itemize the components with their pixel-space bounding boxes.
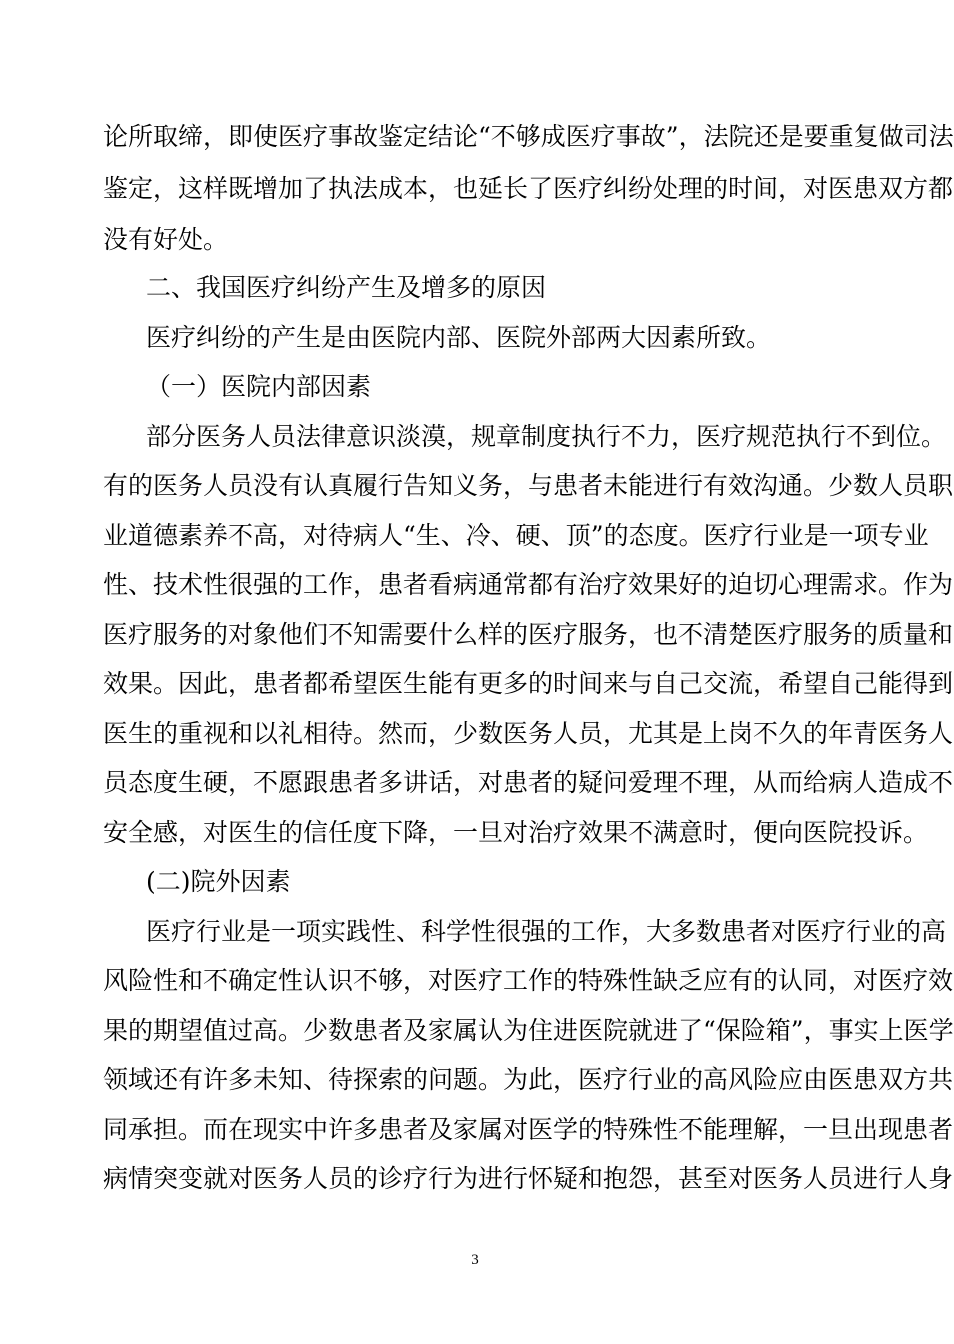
text-line-3: 没有好处。 [103,225,229,254]
section-heading-2: 二、我国医疗纠纷产生及增多的原因 [146,273,547,302]
text-line-14: 员态度生硬，不愿跟患者多讲话，对患者的疑问爱理不理，从而给病人造成不 [103,768,954,797]
text-line-20: 领域还有许多未知、待探索的问题。为此，医疗行业的高风险应由医患双方共 [103,1065,954,1094]
text-line-15: 安全感，对医生的信任度下降，一旦对治疗效果不满意时，便向医院投诉。 [103,818,929,847]
text-line-12: 效果。因此，患者都希望医生能有更多的时间来与自己交流，希望自己能得到 [103,669,954,698]
text-line-10: 性、技术性很强的工作，患者看病通常都有治疗效果好的迫切心理需求。作为 [103,570,954,599]
text-line-9: 业道德素养不高，对待病人“生、冷、硬、顶”的态度。医疗行业是一项专业 [103,521,929,550]
text-line-5: 医疗纠纷的产生是由医院内部、医院外部两大因素所致。 [146,323,772,352]
text-line-8: 有的医务人员没有认真履行告知义务，与患者未能进行有效沟通。少数人员职 [103,471,954,500]
text-line-17: 医疗行业是一项实践性、科学性很强的工作，大多数患者对医疗行业的高 [146,917,947,946]
text-line-22: 病情突变就对医务人员的诊疗行为进行怀疑和抱怨，甚至对医务人员进行人身 [103,1164,954,1193]
subsection-heading-2: (二)院外因素 [146,867,291,896]
text-line-7: 部分医务人员法律意识淡漠，规章制度执行不力，医疗规范执行不到位。 [146,422,947,451]
text-line-1: 论所取缔，即使医疗事故鉴定结论“不够成医疗事故”，法院还是要重复做司法 [103,122,954,151]
text-line-11: 医疗服务的对象他们不知需要什么样的医疗服务，也不清楚医疗服务的质量和 [103,620,954,649]
page-number: 3 [471,1252,479,1268]
text-line-19: 果的期望值过高。少数患者及家属认为住进医院就进了“保险箱”，事实上医学 [103,1016,954,1045]
text-line-13: 医生的重视和以礼相待。然而，少数医务人员，尤其是上岗不久的年青医务人 [103,719,954,748]
text-line-2: 鉴定，这样既增加了执法成本，也延长了医疗纠纷处理的时间，对医患双方都 [103,174,954,203]
text-line-21: 同承担。而在现实中许多患者及家属对医学的特殊性不能理解，一旦出现患者 [103,1115,954,1144]
text-line-18: 风险性和不确定性认识不够，对医疗工作的特殊性缺乏应有的认同，对医疗效 [103,966,954,995]
subsection-heading-1: （一）医院内部因素 [146,372,372,401]
